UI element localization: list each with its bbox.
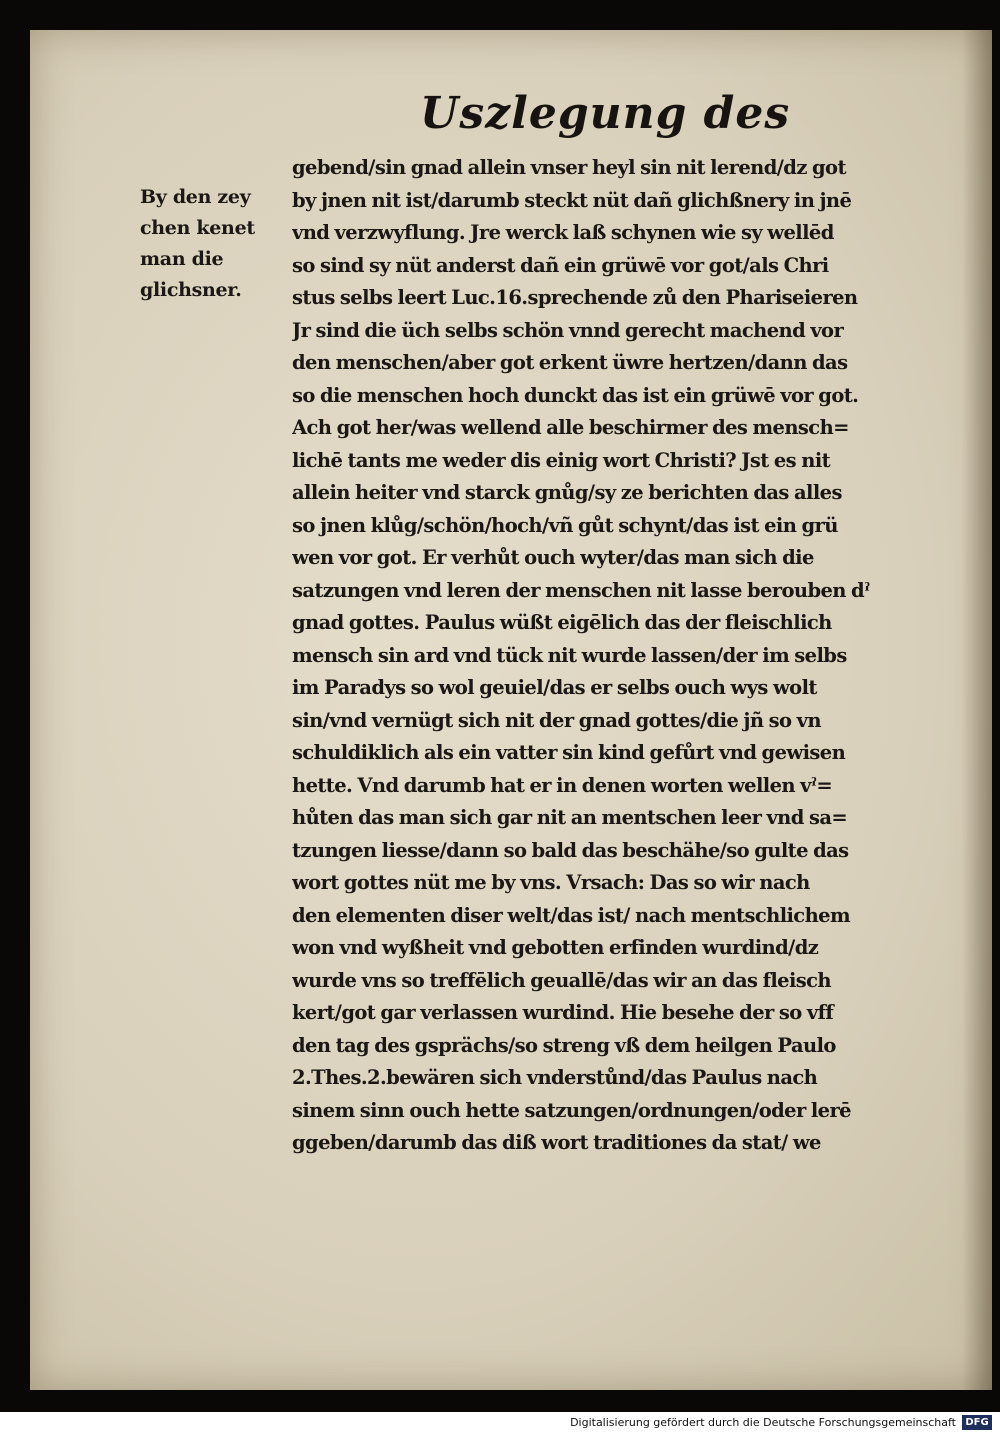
dfg-logo: DFG [962,1415,992,1430]
text-line: den tag des gsprächs/so streng vß dem heilgen Paulo [292,1033,836,1057]
text-line: stus selbs leert Luc.16.sprechende zů den Phariseieren [292,286,858,309]
text-line: Ach got her/was wellend alle beschirmer des mensch= [292,416,849,439]
text-line: sin/vnd vernügt sich nit der gnad gottes/die jñ so vn [292,708,821,732]
text-line: allein heiter vnd starck gnůg/sy ze berichten das alles [292,481,842,504]
text-line: ggeben/darumb das diß wort traditiones da stat/ we [292,1131,821,1154]
text-line: so die menschen hoch dunckt das ist ein grüwē vor got. [292,383,859,407]
text-line: tzungen liesse/dann so bald das beschähe/so gulte das [292,838,849,862]
page-heading: Uszlegung des [420,88,791,139]
marginal-line: man die [140,248,224,270]
marginal-line: By den zey [140,186,251,208]
text-line: vnd verzwyflung. Jre werck laß schynen wie sy wellēd [292,221,834,244]
marginal-line: chen kenet [140,217,255,239]
text-line: Jr sind die üch selbs schön vnnd gerecht machend vor [292,318,844,342]
footer-credit: Digitalisierung gefördert durch die Deutsche Forschungsgemeinschaft [570,1416,956,1429]
text-line: wort gottes nüt me by vns. Vrsach: Das so wir nach [292,871,810,894]
text-line: 2.Thes.2.bewären sich vnderstůnd/das Paulus nach [292,1066,818,1089]
text-line: gebend/sin gnad allein vnser heyl sin nit lerend/dz got [292,156,846,179]
text-line: den menschen/aber got erkent üwre hertzen/dann das [292,351,848,374]
text-line: mensch sin ard vnd tück nit wurde lassen/der im selbs [292,643,847,667]
text-line: hůten das man sich gar nit an mentschen leer vnd sa= [292,806,848,829]
text-line: kert/got gar verlassen wurdind. Hie besehe der so vff [292,1001,834,1024]
text-line: gnad gottes. Paulus wüßt eigēlich das der fleischlich [292,611,832,634]
text-line: satzungen vnd leren der menschen nit lasse berouben dˀ [292,578,870,602]
text-line: den elementen diser welt/das ist/ nach mentschlichem [292,903,850,927]
text-line: wen vor got. Er verhůt ouch wyter/das man sich die [292,546,814,569]
marginal-line: glichsner. [140,279,242,301]
text-line: by jnen nit ist/darumb steckt nüt dañ glichßnery in jnē [292,188,852,212]
text-line: lichē tants me weder dis einig wort Christi? Jst es nit [292,448,831,472]
text-line: so jnen klůg/schön/hoch/vñ gůt schynt/das ist ein grü [292,513,838,537]
text-line: sinem sinn ouch hette satzungen/ordnungen/oder lerē [292,1098,851,1122]
text-line: hette. Vnd darumb hat er in denen worten wellen vˀ= [292,773,833,797]
text-line: im Paradys so wol geuiel/das er selbs ouch wys wolt [292,676,817,699]
text-line: schuldiklich als ein vatter sin kind gefůrt vnd gewisen [292,741,846,764]
body-text [292,152,957,1160]
text-line: won vnd wyßheit vnd gebotten erfinden wurdind/dz [292,936,819,959]
marginal-note [140,182,290,306]
text-line: wurde vns so treffēlich geuallē/das wir an das fleisch [292,968,832,992]
text-line: so sind sy nüt anderst dañ ein grüwē vor got/als Chri [292,253,829,277]
footer-bar [0,1412,1000,1434]
